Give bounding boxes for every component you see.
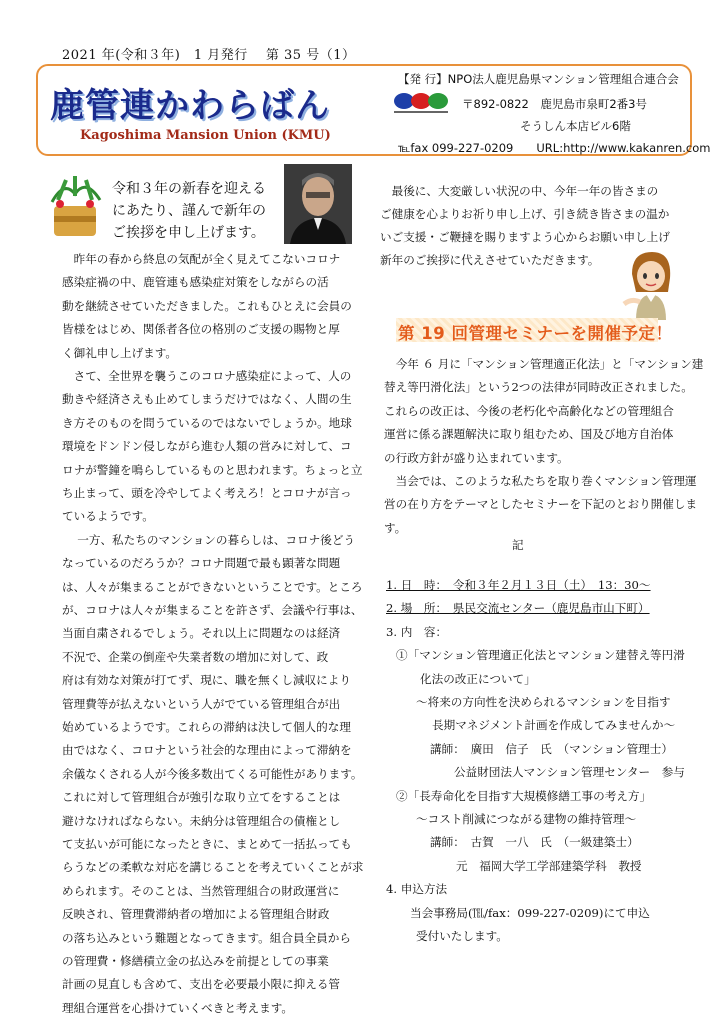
body-line: 余儀なくされる人が今後多数出てくる可能性があります。 — [62, 766, 363, 781]
body-line: 計画の見直しも含めて、支出を必要最小限に抑える管 — [62, 977, 341, 992]
seminar-intro-line: 今年 ６ 月に「マンション管理適正化法」と「マンション建 — [384, 357, 704, 371]
body-line: 皆様をはじめ、関係者各位の格別のご支援の賜物と厚 — [62, 322, 340, 337]
body-line: 理組合運営を心掛けていくべきと考えます。 — [62, 1000, 293, 1015]
body-line: 不況で、企業の倒産や失業者数の増加に対して、政 — [62, 649, 329, 664]
body-line: き方そのものを問うているのではないでしょうか。地球 — [62, 415, 352, 430]
body-line: 一方、私たちのマンションの暮らしは、コロナ後どう — [62, 532, 356, 547]
ki-mark: 記 — [512, 538, 524, 552]
topic1-line: 長期マネジメント計画を作成してみませんか～ — [432, 718, 676, 733]
seminar-heading: 第 19 回管理セミナーを開催予定！ — [398, 324, 673, 343]
closing-line: 新年のご挨拶に代えさせていただきます。 — [380, 253, 600, 267]
publisher-postal: 〒892-0822 鹿児島市泉町2番3号 — [462, 97, 647, 111]
seminar-intro-line: 運営に係る課題解決に取り組むため、国及び地方自治体 — [384, 427, 674, 442]
seminar-intro-line: 替え等円滑化法」という2つの法律が同時改正されました。 — [384, 380, 693, 395]
seminar-place: 2. 場 所： 県民交流センター（鹿児島市山下町） — [386, 601, 650, 616]
body-line: が、コロナは人々が集まることを許さず、会議や行事は、 — [62, 603, 363, 617]
body-line: ているようです。 — [62, 509, 154, 524]
body-line: 反映され、管理費滞納者の増加による管理組合財政 — [62, 907, 330, 922]
body-line: は、人々が集まることができないということです。ところ — [62, 579, 363, 594]
body-line: 感染症禍の中、鹿管連も感染症対策をしながらの活 — [62, 275, 329, 290]
greeting-lead-line: 令和３年の新春を迎える — [112, 181, 266, 197]
seminar-intro-line: す。 — [384, 520, 407, 535]
closing-line: 最後に、大変厳しい状況の中、今年一年の皆さまの — [380, 184, 659, 198]
kadomatsu-icon — [44, 172, 106, 242]
guide-girl-illustration — [618, 248, 680, 320]
body-line: の落ち込みという難題となってきます。組合員全員から — [62, 930, 351, 945]
seminar-intro-line: これらの改正は、今後の老朽化や高齢化などの管理組合 — [384, 403, 674, 418]
body-line: 動を継続させていただきました。これもひとえに会員の — [62, 298, 352, 313]
apply-line: 当会事務局(℡/fax：099-227-0209)にて申込 — [410, 905, 650, 920]
newsletter-title: 鹿管連かわらばん — [50, 86, 330, 126]
body-line: 環境をドンドン侵しながら進む人類の営みに対して、コ — [62, 439, 352, 454]
body-line: 当面自粛されるでしょう。それ以上に問題なのは経済 — [62, 626, 341, 641]
publisher-building: そうしん本店ビル6階 — [520, 119, 631, 133]
seminar-intro-line: 当会では、このような私たちを取り巻くマンション管理運 — [384, 474, 697, 488]
topic2-line: ②「長寿命化を目指す大規模修繕工事の考え方」 — [396, 788, 652, 803]
topic1-line: ①「マンション管理適正化法とマンション建替え等円滑 — [396, 648, 685, 663]
kmu-logo-icon — [392, 90, 450, 116]
greeting-lead-line: にあたり、謹んで新年の — [112, 203, 266, 219]
body-line: 避けなければならない。未納分は管理組合の債権とし — [62, 813, 341, 828]
body-line: 管理費等が払えないという人がでている管理組合が出 — [62, 696, 341, 711]
closing-line: ご健康を心よりお祈り申し上げ、引き続き皆さまの温か — [380, 207, 670, 221]
seminar-date: 1. 日 時： 令和３年２月１３日（土） 13：30～ — [386, 578, 651, 592]
body-line: 動きや経済さえも止めてしまうだけではなく、人間の生 — [62, 392, 352, 407]
body-line: なっているのだろうか？コロナ問題で最も顕著な問題 — [62, 556, 341, 571]
newsletter-subtitle: Kagoshima Mansion Union (KMU) — [80, 128, 331, 143]
lecturer1-affiliation: 公益財団法人マンション管理センター 参与 — [454, 765, 685, 780]
publisher-line: 【発 行】NPO法人鹿児島県マンション管理組合連合会 — [398, 72, 679, 86]
body-line: ち止まって、頭を冷やしてよく考えろ！とコロナが言っ — [62, 486, 352, 500]
topic2-line: ～コスト削減につながる建物の維持管理～ — [416, 812, 637, 826]
apply-line: 受付いたします。 — [416, 929, 508, 943]
issue-line: 2021 年(令和３年) 1 月発行 第 35 号（1） — [62, 48, 356, 63]
lecturer2: 講師： 古賀 一八 氏 （一級建築士） — [430, 835, 639, 850]
body-line: さて、全世界を襲うこのコロナ感染症によって、人の — [62, 369, 352, 383]
seminar-intro-line: 営の在り方をテーマとしたセミナーを下記のとおり開催しま — [384, 497, 698, 512]
body-line: く御礼申し上げます。 — [62, 345, 178, 360]
greeting-lead — [112, 178, 266, 244]
seminar-intro-line: の行政方針が盛り込まれています。 — [384, 450, 569, 465]
body-line: これに対して管理組合が強引な取り立てをすることは — [62, 790, 341, 805]
body-line: 始めているようです。これらの滞納は決して個人的な理 — [62, 720, 351, 734]
closing-line: いご支援・ご鞭撻を賜りますよう心からお願い申し上げ — [380, 230, 670, 244]
apply-label: 4. 申込方法 — [386, 882, 448, 897]
body-line: の管理費・修繕積立金の払込みを前提としての事業 — [62, 954, 329, 968]
seminar-content-label: 3. 内 容： — [386, 624, 448, 639]
body-line: 由ではなく、コロナという社会的な理由によって滞納を — [62, 743, 352, 758]
body-line: らうなどの柔軟な対応を講じることを考えていくことが求 — [62, 860, 364, 875]
body-line: て支払いが可能になったときに、まとめて一括払っても — [62, 837, 352, 851]
portrait-photo — [284, 164, 352, 244]
lecturer1: 講師： 廣田 信子 氏 （マンション管理士） — [430, 741, 673, 756]
publisher-contact: ℡fax 099-227-0209 URL:http://www.kakanren.com — [398, 141, 711, 155]
greeting-lead-line: ご挨拶を申し上げます。 — [112, 225, 265, 241]
body-line: ロナが警鐘を鳴らしているものと思われます。ちょっと立 — [62, 462, 363, 477]
lecturer2-affiliation: 元 福岡大学工学部建築学科 教授 — [456, 858, 642, 873]
body-line: 府は有効な対策が打てず、現に、職を無くし減収により — [62, 673, 351, 688]
topic1-line: 化法の改正について」 — [420, 671, 536, 686]
body-line: 昨年の春から終息の気配が全く見えてこないコロナ — [62, 252, 341, 266]
topic1-line: ～将来の方向性を決められるマンションを目指す — [416, 695, 671, 709]
body-line: められます。そのことは、当然管理組合の財政運営に — [62, 883, 340, 898]
